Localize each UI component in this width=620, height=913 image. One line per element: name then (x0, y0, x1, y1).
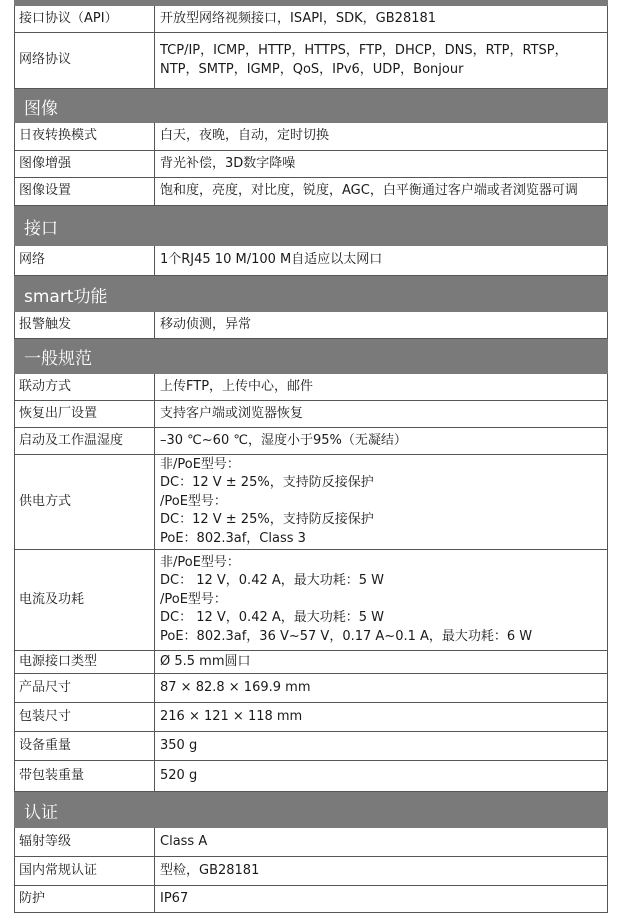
spec-value-line: Class A (160, 833, 208, 849)
section-header: smart功能 (14, 276, 608, 312)
spec-value-line: 开放型网络视频接口，ISAPI，SDK，GB28181 (160, 10, 437, 26)
spec-label: 包装尺寸 (15, 703, 155, 731)
spec-value-line: –30 ℃~60 ℃，湿度小于95%（无凝结） (160, 432, 407, 448)
spec-value-line: /PoE型号： (160, 493, 227, 509)
spec-value (155, 6, 607, 32)
spec-row (14, 123, 608, 151)
spec-value (155, 33, 607, 88)
spec-value-line: 350 g (160, 737, 198, 753)
spec-row (14, 33, 608, 89)
spec-row (14, 246, 608, 276)
spec-value (155, 761, 607, 791)
spec-row (14, 828, 608, 857)
spec-value-line: 移动侦测，异常 (160, 316, 252, 332)
spec-value (155, 374, 607, 400)
spec-value-line: PoE：802.3af，Class 3 (160, 530, 306, 546)
spec-value (155, 246, 607, 275)
spec-value-line: 216 × 121 × 118 mm (160, 708, 303, 724)
spec-row (14, 674, 608, 703)
spec-row (14, 703, 608, 732)
spec-label: 电源接口类型 (15, 651, 155, 673)
spec-value (155, 886, 607, 912)
spec-row (14, 550, 608, 651)
spec-value-line: DC： 12 V，0.42 A，最大功耗：5 W (160, 610, 385, 626)
spec-label: 接口协议（API） (15, 6, 155, 32)
spec-label: 设备重量 (15, 732, 155, 760)
spec-label: 日夜转换模式 (15, 123, 155, 150)
spec-value (155, 312, 607, 338)
spec-value-line: 白天，夜晚，自动，定时切换 (160, 128, 330, 144)
spec-value-line: 背光补偿，3D数字降噪 (160, 155, 296, 171)
spec-label: 防护 (15, 886, 155, 912)
spec-value (155, 401, 607, 427)
spec-value-line: DC：12 V ± 25%，支持防反接保护 (160, 512, 374, 528)
spec-value-line: TCP/IP，ICMP，HTTP，HTTPS，FTP，DHCP，DNS，RTP，RTSP， (160, 43, 568, 58)
spec-value-line: DC： 12 V，0.42 A，最大功耗：5 W (160, 573, 385, 589)
spec-value-line: 1个RJ45 10 M/100 M自适应以太网口 (160, 252, 383, 268)
spec-row (14, 455, 608, 550)
spec-label: 恢复出厂设置 (15, 401, 155, 427)
spec-value-line: Ø 5.5 mm圆口 (160, 653, 251, 669)
spec-label: 电流及功耗 (15, 550, 155, 650)
spec-label: 联动方式 (15, 374, 155, 400)
spec-value-line: PoE：802.3af，36 V~57 V，0.17 A~0.1 A，最大功耗：6 W (160, 628, 533, 644)
spec-label: 国内常规认证 (15, 857, 155, 885)
spec-row (14, 761, 608, 792)
spec-row (14, 374, 608, 401)
spec-value-line: 非/PoE型号： (160, 456, 240, 472)
spec-row (14, 886, 608, 913)
spec-value (155, 732, 607, 760)
spec-row (14, 312, 608, 339)
spec-label: 带包装重量 (15, 761, 155, 791)
spec-label: 启动及工作温湿度 (15, 428, 155, 454)
spec-value (155, 703, 607, 731)
spec-value (155, 651, 607, 673)
spec-value-line: 87 × 82.8 × 169.9 mm (160, 679, 311, 695)
spec-row (14, 178, 608, 206)
spec-value-line: 上传FTP，上传中心，邮件 (160, 378, 314, 394)
spec-label: 报警触发 (15, 312, 155, 338)
spec-label: 网络 (15, 246, 155, 275)
spec-label: 产品尺寸 (15, 674, 155, 702)
spec-label: 辐射等级 (15, 828, 155, 856)
spec-value-line: 支持客户端或浏览器恢复 (160, 405, 304, 421)
section-header: 接口 (14, 206, 608, 246)
spec-row (14, 151, 608, 178)
spec-row (14, 857, 608, 886)
spec-value-line: IP67 (160, 890, 189, 906)
spec-value-line: 非/PoE型号： (160, 554, 240, 570)
spec-value-line: 520 g (160, 767, 198, 783)
spec-row (14, 651, 608, 674)
section-header: 图像 (14, 89, 608, 123)
spec-value-line: NTP，SMTP，IGMP，QoS，IPv6，UDP，Bonjour (160, 61, 464, 77)
spec-value (155, 123, 607, 150)
spec-label: 网络协议 (15, 33, 155, 88)
spec-value (155, 428, 607, 454)
spec-label: 供电方式 (15, 455, 155, 549)
spec-value-line: /PoE型号： (160, 591, 227, 607)
spec-value (155, 674, 607, 702)
spec-value (155, 178, 607, 205)
spec-row (14, 6, 608, 33)
spec-row (14, 428, 608, 455)
section-header: 一般规范 (14, 339, 608, 374)
spec-value (155, 550, 607, 650)
spec-value (155, 455, 607, 549)
section-header: 认证 (14, 792, 608, 828)
spec-label: 图像增强 (15, 151, 155, 177)
spec-value (155, 857, 607, 885)
spec-value-line: DC：12 V ± 25%，支持防反接保护 (160, 475, 374, 491)
spec-value-line: 型检，GB28181 (160, 862, 260, 878)
spec-label: 图像设置 (15, 178, 155, 205)
spec-value-line: 饱和度，亮度，对比度，锐度，AGC，白平衡通过客户端或者浏览器可调 (160, 183, 578, 199)
spec-value (155, 828, 607, 856)
spec-row (14, 732, 608, 761)
spec-value (155, 151, 607, 177)
spec-row (14, 401, 608, 428)
